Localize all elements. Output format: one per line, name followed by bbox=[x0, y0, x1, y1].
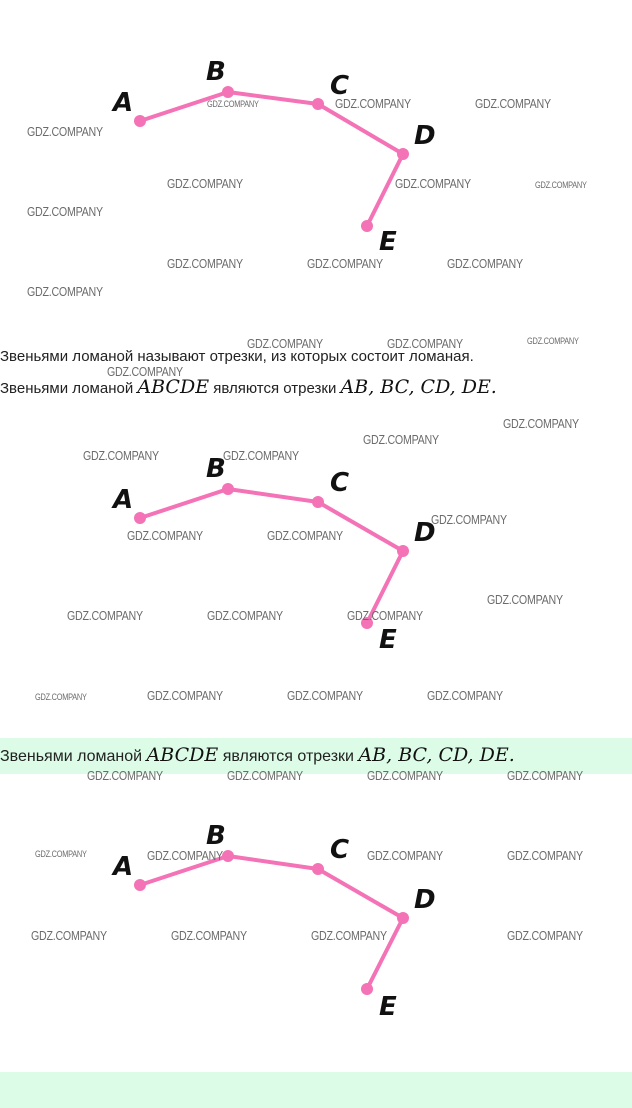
label-b: B bbox=[206, 454, 226, 484]
watermark: GDZ.COMPANY bbox=[307, 256, 383, 271]
watermark: GDZ.COMPANY bbox=[147, 688, 223, 703]
label-d: D bbox=[414, 121, 436, 151]
watermark: GDZ.COMPANY bbox=[35, 849, 87, 859]
watermark: GDZ.COMPANY bbox=[27, 124, 103, 139]
watermark: GDZ.COMPANY bbox=[475, 96, 551, 111]
watermark: GDZ.COMPANY bbox=[287, 688, 363, 703]
watermark: GDZ.COMPANY bbox=[87, 768, 163, 783]
watermark: GDZ.COMPANY bbox=[167, 176, 243, 191]
point-b bbox=[222, 86, 234, 98]
watermark: GDZ.COMPANY bbox=[395, 176, 471, 191]
watermark: GDZ.COMPANY bbox=[367, 848, 443, 863]
watermark: GDZ.COMPANY bbox=[387, 336, 463, 351]
watermark: GDZ.COMPANY bbox=[167, 256, 243, 271]
watermark: GDZ.COMPANY bbox=[507, 848, 583, 863]
watermark: GDZ.COMPANY bbox=[27, 204, 103, 219]
watermark: GDZ.COMPANY bbox=[507, 768, 583, 783]
watermark: GDZ.COMPANY bbox=[223, 448, 299, 463]
point-b bbox=[222, 850, 234, 862]
point-c bbox=[312, 98, 324, 110]
polyline-abcde bbox=[140, 92, 403, 226]
watermark: GDZ.COMPANY bbox=[535, 180, 587, 190]
point-e bbox=[361, 983, 373, 995]
label-e: E bbox=[379, 992, 397, 1022]
watermark: GDZ.COMPANY bbox=[431, 512, 507, 527]
label-a: A bbox=[113, 88, 134, 118]
polyline-abcde bbox=[140, 856, 403, 989]
label-e: E bbox=[379, 625, 397, 655]
watermark: GDZ.COMPANY bbox=[207, 99, 259, 109]
watermark: GDZ.COMPANY bbox=[363, 432, 439, 447]
watermark: GDZ.COMPANY bbox=[487, 592, 563, 607]
statement-middle: являются отрезки bbox=[222, 748, 354, 765]
watermark: GDZ.COMPANY bbox=[247, 336, 323, 351]
label-c: C bbox=[330, 835, 350, 865]
watermark: GDZ.COMPANY bbox=[427, 688, 503, 703]
label-c: C bbox=[330, 71, 350, 101]
polyline-svg-3 bbox=[0, 780, 632, 1030]
point-c bbox=[312, 863, 324, 875]
statement-text-2 bbox=[0, 744, 515, 766]
watermark: GDZ.COMPANY bbox=[311, 928, 387, 943]
label-c: C bbox=[330, 468, 350, 498]
statement-prefix: Звеньями ломаной bbox=[0, 380, 134, 397]
watermark: GDZ.COMPANY bbox=[147, 848, 223, 863]
statement-middle: являются отрезки bbox=[213, 380, 337, 397]
watermark: GDZ.COMPANY bbox=[447, 256, 523, 271]
polyline-name: ABCDE bbox=[146, 744, 219, 766]
watermark: GDZ.COMPANY bbox=[335, 96, 411, 111]
polyline-name: ABCDE bbox=[137, 376, 210, 398]
point-b bbox=[222, 483, 234, 495]
point-a bbox=[134, 879, 146, 891]
label-b: B bbox=[206, 57, 226, 87]
polyline-abcde bbox=[140, 489, 403, 623]
point-d bbox=[397, 545, 409, 557]
watermark: GDZ.COMPANY bbox=[503, 416, 579, 431]
watermark: GDZ.COMPANY bbox=[27, 284, 103, 299]
watermark: GDZ.COMPANY bbox=[267, 528, 343, 543]
polyline-diagram-3 bbox=[0, 780, 632, 1030]
watermark: GDZ.COMPANY bbox=[31, 928, 107, 943]
statement-prefix: Звеньями ломаной bbox=[0, 748, 143, 765]
statement-text-1 bbox=[0, 376, 497, 398]
point-d bbox=[397, 148, 409, 160]
segments-list: AB, BC, CD, DE. bbox=[340, 376, 497, 398]
watermark: GDZ.COMPANY bbox=[527, 336, 579, 346]
watermark: GDZ.COMPANY bbox=[507, 928, 583, 943]
label-d: D bbox=[414, 518, 436, 548]
label-b: B bbox=[206, 821, 226, 851]
watermark: GDZ.COMPANY bbox=[227, 768, 303, 783]
point-a bbox=[134, 115, 146, 127]
watermark: GDZ.COMPANY bbox=[67, 608, 143, 623]
label-a: A bbox=[113, 852, 134, 882]
label-d: D bbox=[414, 885, 436, 915]
point-d bbox=[397, 912, 409, 924]
watermark: GDZ.COMPANY bbox=[367, 768, 443, 783]
watermark: GDZ.COMPANY bbox=[35, 692, 87, 702]
definition-text: Звеньями ломаной называют отрезки, из которых состоит ломаная. bbox=[0, 348, 474, 365]
watermark: GDZ.COMPANY bbox=[171, 928, 247, 943]
label-e: E bbox=[379, 227, 397, 257]
watermark: GDZ.COMPANY bbox=[347, 608, 423, 623]
watermark: GDZ.COMPANY bbox=[107, 364, 183, 379]
point-e bbox=[361, 220, 373, 232]
label-a: A bbox=[113, 485, 134, 515]
watermark: GDZ.COMPANY bbox=[127, 528, 203, 543]
point-a bbox=[134, 512, 146, 524]
watermark: GDZ.COMPANY bbox=[207, 608, 283, 623]
point-c bbox=[312, 496, 324, 508]
segments-list: AB, BC, CD, DE. bbox=[358, 744, 515, 766]
highlight-band-2 bbox=[0, 1072, 632, 1108]
watermark: GDZ.COMPANY bbox=[83, 448, 159, 463]
